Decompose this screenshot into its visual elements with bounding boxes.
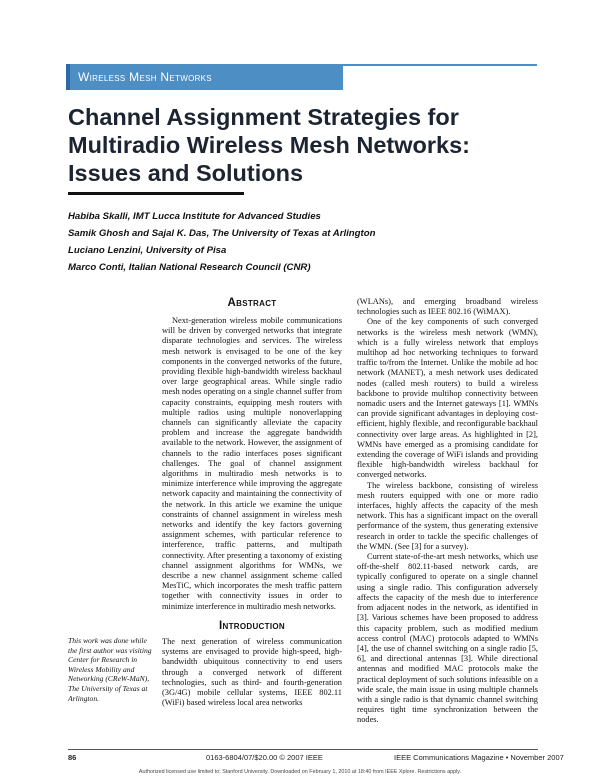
author-line: Habiba Skalli, IMT Lucca Institute for Advanced Studies (68, 211, 321, 222)
right-paragraph: One of the key components of such converged networks is the wireless mesh network (WMN), which is a fully wireless network that employs multihop ad hoc networking techniques to forward traffic to/from the Internet. Unlike the mobile ad hoc network (MANET), a mesh network uses dedicated nodes (called mesh routers) to build a wireless backbone to provide multihop connectivity between nomadic users and the Internet gateways [1]. WMNs can provide significant advantages in deploying cost-efficient, highly flexible, and reconfigurable backhaul connectivity over large areas. As highlighted in [2], WMNs have emerged as a promising candidate for extending the coverage of WiFi islands and providing flexible high-bandwidth wireless backhaul for converged networks. (357, 317, 538, 480)
right-paragraph: The wireless backbone, consisting of wireless mesh routers equipped with one or more radio interfaces, highly affects the capacity of the mesh network. This has a significant impact on the overall performance of the system, thus generating extensive research in order to tackle the specific challenges of the WMN. (See [3] for a survey). (357, 480, 538, 551)
header-rule (343, 64, 537, 66)
author-line: Luciano Lenzini, University of Pisa (68, 245, 227, 256)
page-number: 86 (68, 753, 77, 762)
abstract-paragraph: Next-generation wireless mobile communications will be driven by converged networks that integrate disparate technologies and services. The wireless mesh network is envisaged to be one of the key components in the converged networks of the future, providing flexible high-bandwidth wireless backhaul over large geographical areas. While single radio mesh nodes operating on a single channel suffer from capacity constraints, equipping mesh routers with multiple radios using multiple nonoverlapping channels can significantly alleviate the capacity problem and increase the aggregate bandwidth available to the network. However, the assignment of channels to the radio interfaces poses significant challenges. The goal of channel assignment algorithms in multiradio mesh networks is to minimize interference while improving the aggregate network capacity and maintaining the connectivity of the network. In this article we examine the unique constraints of channel assignment in wireless mesh networks and identify the key factors governing assignment schemes, with particular reference to interference, traffic patterns, and multipath connectivity. After presenting a taxonomy of existing channel assignment algorithms for WMNs, we describe a new channel assignment scheme called MesTiC, which incorporates the mesh traffic pattern together with connectivity issues in order to minimize interference in multiradio mesh networks. (162, 316, 342, 611)
right-column (357, 297, 538, 726)
side-note: This work was done while the first author was visiting Center for Research in Wireless Mobility and Networking (CReW-MaN), The University of Texas at Arlington. (68, 636, 152, 703)
section-banner (66, 64, 343, 90)
introduction-paragraph: The next generation of wireless communication systems are envisaged to provide high-speed, high-bandwidth ubiquitous connectivity to end users through a converged network of different technologies, such as third- and fourth-generation (3G/4G) mobile cellular systems, IEEE 802.11 (WiFi) based wireless local area networks (162, 637, 342, 708)
article-title: Channel Assignment Strategies for Multiradio Wireless Mesh Networks: Issues and Solutions (68, 104, 470, 186)
author-line: Marco Conti, Italian National Research Council (CNR) (68, 262, 311, 273)
introduction-heading: Introduction (219, 620, 285, 632)
journal-line: IEEE Communications Magazine • November 2007 (394, 753, 564, 762)
right-paragraph: (WLANs), and emerging broadband wireless technologies such as IEEE 802.16 (WiMAX). (357, 297, 538, 317)
section-banner-stripe (66, 64, 70, 90)
introduction-text (162, 637, 342, 708)
author-line: Samik Ghosh and Sajal K. Das, The University of Texas at Arlington (68, 228, 376, 239)
section-label: Wireless Mesh Networks (78, 70, 212, 84)
license-notice: Authorized licensed use limited to: Stanford University. Downloaded on February 1, 2010 at 18:40 from IEEE Xplore. Restrictions apply. (138, 769, 462, 775)
abstract-heading: Abstract (227, 297, 277, 309)
copyright-line: 0163-6804/07/$20.00 © 2007 IEEE (206, 753, 323, 762)
right-paragraph: Current state-of-the-art mesh networks, which use off-the-shelf 802.11-based network cards, are typically configured to operate on a single channel using a single radio. This configuration adversely affects the capacity of the mesh due to interference from adjacent nodes in the network, as identified in [3]. Various schemes have been proposed to address this capacity problem, such as modified medium access control (MAC) protocols adapted to WMNs [4], the use of channel switching on a single radio [5, 6], and directional antennas [3]. While directional antennas and modified MAC protocols make the practical deployment of such solutions infeasible on a wide scale, the main issue in using multiple channels with a single radio is that dynamic channel switching requires tight time synchronization between the nodes. (357, 552, 538, 725)
footer-rule (68, 749, 538, 750)
title-underline (68, 192, 244, 195)
author-list (68, 208, 528, 276)
abstract-text (162, 316, 342, 612)
